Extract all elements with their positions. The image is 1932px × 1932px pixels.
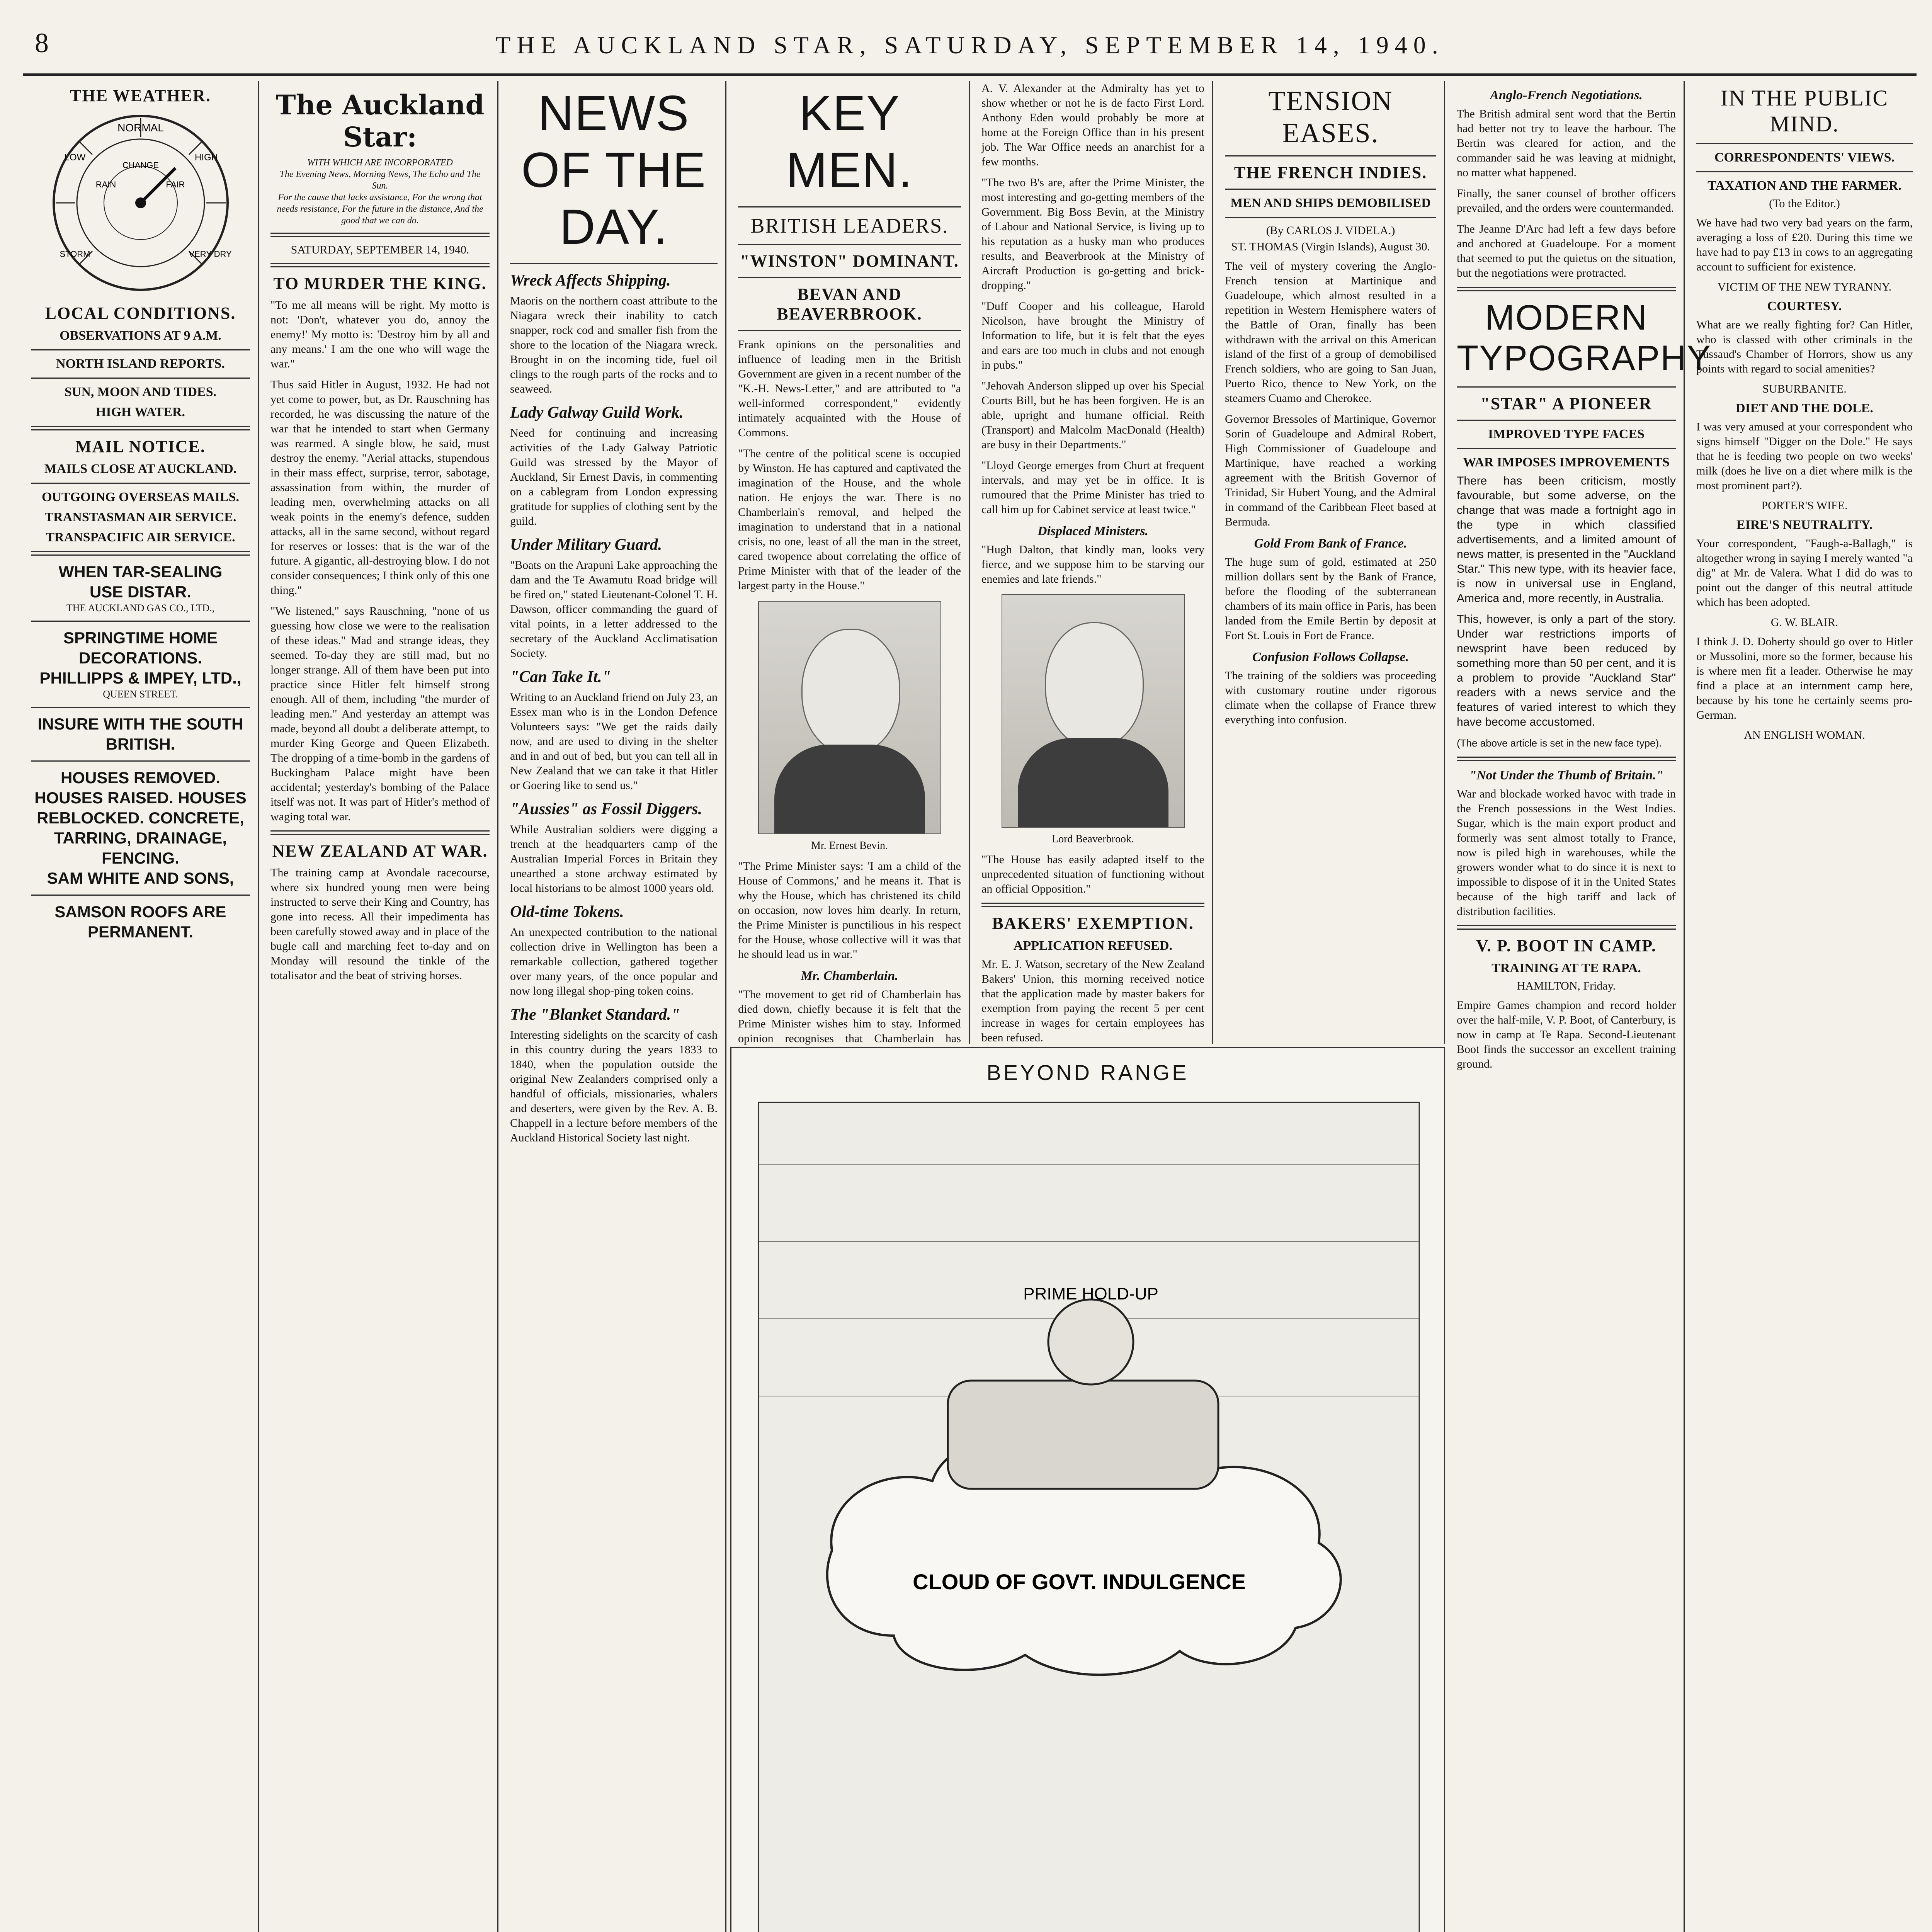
insure-heading: INSURE WITH THE SOUTH BRITISH. [37,715,243,753]
springtime-heading: SPRINGTIME HOME DECORATIONS. [63,629,218,667]
anglo-french-paragraph: The British admiral sent word that the Bertin had better not try to leave the harbour. The Bertin was cleared for action, and the commander said he was leaving at midnight, no matter what happened. [1457,107,1676,179]
key-men-column [730,81,970,1044]
divider [31,378,250,379]
news-item-text: Need for continuing and increasing activities of the Lady Galway Patriotic Guild was stressed by the Mayor of Auckland, Sir Ernest Davis, in commenting on a cablegram from London expressing gratitude for supplies of clothing sent by the guild. [510,427,718,527]
news-item-text: Interesting sidelights on the scarcity of cash in this country during the years 1833 to 1840, when the population outside the original New Zealanders comprised only a handful of officials, missionaries, whalers and deserters, were given by the Rev. A. B. Chappell in a lecture before members of the Auckland Historical Society last night. [510,1029,718,1144]
news-item-title: "Can Take It." [510,668,611,686]
news-item-title: "Aussies" as Fossil Diggers. [510,800,702,818]
weather-column [23,81,259,1932]
bevin-portrait [758,601,941,834]
news-item [510,403,718,529]
star-with-which: WITH WHICH ARE INCORPORATED [307,158,453,168]
tension-subheading: MEN AND SHIPS DEMOBILISED [1230,196,1431,210]
letters-column [1689,81,1920,1932]
houses-ad [31,768,250,888]
high-water-heading: HIGH WATER. [95,405,185,419]
anglo-french-paragraph: Finally, the saner counsel of brother officers prevailed, and the orders were countermanded. [1457,187,1676,214]
star-motto: For the cause that lacks assistance, For the wrong that needs resistance, For the future in the distance, And the good that we can do. [277,192,483,226]
key-men-paragraph: "The centre of the political scene is occupied by Winston. He has captured and captivated the imagination of the House, and the whole nation. He enjoys the war. There is no Chamberlain's removal, and helped the imagination to understand that in a national crisis, no one, least of all the man in the street, cared twopence about correlating the office of Prime Minister with that of the leader of the largest party in the House." [738,447,961,592]
tar-sealing-heading: WHEN TAR-SEALING [58,563,223,581]
sun-moon-heading: SUN, MOON AND TIDES. [64,385,217,399]
public-mind-heading: IN THE PUBLIC MIND. [1720,85,1889,136]
news-item-text: Maoris on the northern coast attribute to the Niagara wreck their inability to catch snapper, rock cod and smaller fish from the shore to the location of the Niagara wreck. Brought in on the incoming tide, fuel oil clings to the rough parts of the rocks and to seaweed. [510,294,718,395]
gauge-label-low: LOW [64,152,85,163]
bakers-subheading: APPLICATION REFUSED. [1013,939,1173,953]
letter-paragraph: I was very amused at your correspondent who signs himself "Digger on the Dole." He says that he is feeding two people on two weeks' milk (does he live on a diet where milk is the most prominent part?). [1696,420,1913,492]
divider [510,263,718,264]
use-distar-heading: USE DISTAR. [90,583,191,601]
divider [738,330,961,331]
news-column [502,81,726,1932]
tension-subheading: THE FRENCH INDIES. [1234,163,1427,182]
continuation-paragraph: "Hugh Dalton, that kindly man, looks very fierce, and we suppose him to be starving our enemies and late friends." [981,543,1204,585]
boot-dateline: HAMILTON, Friday. [1517,980,1616,992]
to-editor: (To the Editor.) [1769,197,1840,210]
tar-sealing-ad [31,562,250,614]
key-men-paragraph: "The Prime Minister says: 'I am a child of the House of Commons,' and he means it. That is why the House, which has christened its child on occasion, now loves him dearly. In return, the Prime Minister is punctilious in his respect for the House, whose collective will it was that he should lead us in war." [738,860,961,961]
modern-subheading: "STAR" A PIONEER [1480,394,1652,413]
samson-heading: SAMSON ROOFS ARE PERMANENT. [54,903,226,941]
north-island-heading: NORTH ISLAND REPORTS. [56,357,225,371]
public-mind-subheading: CORRESPONDENTS' VIEWS. [1714,150,1895,165]
news-item [510,668,718,793]
key-men-heading: KEY MEN. [786,86,913,198]
divider [270,263,490,267]
tension-heading: TENSION EASES. [1268,85,1393,148]
barometer-gauge [31,110,250,296]
key-men-paragraph: Frank opinions on the personalities and influence of leading men in the British Government are given in a recent number of the "K.-H. News-Letter," and are attributed to "a well-informed correspondent," evidently intimately acquainted with the House of Commons. [738,338,961,439]
star-incorporated: The Evening News, Morning News, The Echo and The Sun. [279,169,481,191]
gas-co-name: THE AUCKLAND GAS CO., LTD., [66,602,215,614]
continuation-paragraph: A. V. Alexander at the Admiralty has yet to show whether or not he is de facto First Lord. Anthony Eden would probably be more at home at the Foreign Office than in his present job. The War Office needs an anarchist for a few months. [981,82,1204,168]
overseas-mails-heading: OUTGOING OVERSEAS MAILS. [41,490,240,504]
divider [1696,143,1913,144]
news-item-title: Lady Galway Guild Work. [510,404,684,422]
divider [1457,757,1676,761]
news-item [510,800,718,896]
divider [1696,171,1913,172]
displaced-subheading: Displaced Ministers. [1037,524,1149,538]
divider [31,760,250,762]
continuation-paragraph: "The House has easily adapted itself to the unprecedented situation of functioning without an official Opposition." [981,853,1204,895]
news-item-title: Under Military Guard. [510,536,662,554]
phillipps-address: QUEEN STREET. [103,689,178,700]
springtime-ad [31,628,250,701]
cartoon-title: BEYOND RANGE [986,1060,1189,1085]
tension-byline: (By CARLOS J. VIDELA.) [1266,224,1395,237]
tension-paragraph: Governor Bressoles of Martinique, Governor Sorin of Guadeloupe and Admiral Robert, High Commissioner of Guadeloupe and Martinique, have reached a working agreement with the British Governor of Trinidad, Sir Hubert Young, and the Admiral in command of the Caribbean Fleet based at Bermuda. [1225,413,1436,528]
gauge-label-high: HIGH [194,152,218,163]
tension-dateline: ST. THOMAS (Virgin Islands), August 30. [1231,240,1430,253]
transtasman-heading: TRANSTASMAN AIR SERVICE. [44,510,236,524]
editorial-paragraph: Thus said Hitler in August, 1932. He had not yet come to power, but, as Dr. Rauschning has recorded, he was discussing the nature of the war that he intended to start when Germany was rearmed. A single blow, he said, must destroy the enemy. "Aerial attacks, stupendous in their mass effect, surprise, terror, sabotage, assassination from within, the murder of leading men, overwhelming attacks on all weak points in the enemy's defence, sudden attacks, all in the same second, without regard for reserves or losses: that is the war of the future. A gigantic, all-destroying blow. I do not consider consequences; I think only of this one thing." [270,378,490,597]
local-conditions-heading: LOCAL CONDITIONS. [45,304,236,323]
news-item [510,271,718,396]
editorial-column [263,81,498,1932]
thumb-paragraph: War and blockade worked havoc with trade in the French possessions in the West Indies. Sugar, which is the main export product and formerly was sent almost totally to France, now is piled high in warehouses, while the growers wonder what to do since it is next to impossible to dispose of it in the United States because of the high tariff and lack of distribution facilities. [1457,787,1676,918]
war-heading: NEW ZEALAND AT WAR. [272,842,488,861]
continuation-paragraph: "Jehovah Anderson slipped up over his Special Courts Bill, but he has been forgiven. He is an able, upright and humane official. Reith (Transport) and Malcolm MacDonald (Health) are busy in their Departments." [981,379,1204,451]
divider [1225,155,1436,156]
news-item-text: Writing to an Auckland friend on July 23, an Essex man who is in the London Defence Volunteers says: "We get the raids daily now, and are used to diving in the shelter and in and out of bed, but you can tell all in New Zealand that we can take it that Hitler or Goering like to send us." [510,691,718,792]
transpacific-heading: TRANSPACIFIC AIR SERVICE. [46,530,235,544]
gauge-label-normal: NORMAL [117,122,164,134]
thumb-heading: "Not Under the Thumb of Britain." [1469,768,1663,782]
gauge-label-rain: RAIN [95,180,116,189]
divider [31,426,250,430]
continuation-paragraph: "Duff Cooper and his colleague, Harold Nicolson, have brought the Ministry of Information to life, but it is felt that the eyes and ears are too much in clubs and not enough in pubs." [981,300,1204,371]
courtesy-heading: COURTESY. [1767,299,1842,313]
divider [738,206,961,207]
news-item-title: Old-time Tokens. [510,903,624,921]
continuation-paragraph: "The two B's are, after the Prime Minister, the most interesting and go-getting members of the Government. Big Boss Bevin, at the Ministry of Labour and National Service, is living up to his reputation as a husky man who produces results, and Beaverbrook at the Ministry of Aircraft Production is go-getting and brick-dropping." [981,176,1204,292]
continuation-column [974,81,1213,1044]
divider [31,551,250,556]
letter-paragraph: What are we really fighting for? Can Hitler, who is classed with other criminals in the Tussaud's Chamber of Horrors, show us any points with regard to social amenities? [1696,318,1913,375]
divider [31,707,250,708]
gauge-label-storm: STORM [59,249,90,259]
samson-ad [31,902,250,942]
bakers-paragraph: Mr. E. J. Watson, secretary of the New Zealand Bakers' Union, this morning received notice that the application made by master bakers for exemption from paying the recent 5 per cent increase in wages for certain employees has been refused. [981,958,1204,1044]
page-number: 8 [35,27,49,58]
war-paragraph: The training camp at Avondale racecourse, where six hundred young men were being instructed to serve their King and Country, has gone into recess. All their impedimenta has been carefully stowed away and in place of the bugle call and marching feet to-day and on Monday will resound the tinkle of the totalisator and the beat of striving horses. [270,866,490,982]
bakers-heading: BAKERS' EXEMPTION. [992,914,1194,933]
gauge-label-fair: FAIR [166,180,185,189]
mail-notice-heading: MAIL NOTICE. [75,437,206,456]
diet-heading: DIET AND THE DOLE. [1736,401,1873,415]
beaverbrook-portrait [1002,594,1185,828]
anglo-french-heading: Anglo-French Negotiations. [1490,88,1643,102]
divider [981,903,1204,907]
news-item-text: An unexpected contribution to the national collection drive in Wellington has been a remarkable collection, gathered together over many years, of the once popular and now long illegal shop-ping token coins. [510,926,718,997]
insurance-ad [31,714,250,754]
sam-white-name: SAM WHITE AND SONS, [47,869,234,887]
masthead-title: THE AUCKLAND STAR, SATURDAY, SEPTEMBER 14, 1940. [495,31,1444,59]
key-men-subheading: BRITISH LEADERS. [750,214,949,237]
gauge-label-very-dry: VERY DRY [188,249,232,259]
modern-subheading: WAR IMPOSES IMPROVEMENTS [1463,455,1670,469]
gold-subheading: Gold From Bank of France. [1254,536,1407,551]
news-item [510,536,718,661]
tension-column [1217,81,1445,1044]
mails-close-heading: MAILS CLOSE AT AUCKLAND. [44,462,237,476]
divider [1225,189,1436,190]
letter-paragraph: I think J. D. Doherty should go over to Hitler or Mussolini, more so the former, because his is where men fit a leader. Otherwise he may find a place at an internment camp here, because by his tone he certainly seems pro-German. [1696,635,1913,721]
editorial-heading: TO MURDER THE KING. [273,274,487,293]
confusion-subheading: Confusion Follows Collapse. [1252,650,1409,664]
divider [1457,287,1676,291]
divider [738,244,961,245]
divider [270,233,490,237]
gauge-label-change: CHANGE [122,160,159,170]
bevin-caption: Mr. Ernest Bevin. [811,840,888,852]
cartoon-illustration [731,1048,1446,1932]
divider [1225,217,1436,218]
letter-signature: SUBURBANITE. [1762,383,1847,395]
news-item [510,903,718,998]
divider [1457,448,1676,449]
anglo-french-column [1449,81,1712,1932]
news-item-text: "Boats on the Arapuni Lake approaching the dam and the Te Awamutu Road bridge will be fired on," stated Lieutenant-Colonel T. H. Dawson, officer commanding the guard of vital points, in a letter addressed to the secretary of the Auckland Acclimatisation Society. [510,559,718,660]
divider [31,621,250,622]
tension-paragraph: The huge sum of gold, estimated at 250 million dollars sent by the Bank of France, before the flooding of the subterranean chambers of its main office in Paris, has been landed from the Emile Bertin by deposit at Fort St. Louis in Fort de France. [1225,556,1436,642]
weather-heading: THE WEATHER. [70,86,211,105]
letter-signature: G. W. BLAIR. [1770,616,1838,629]
star-nameplate: The Auckland Star: [276,89,485,153]
news-item-title: The "Blanket Standard." [510,1006,680,1024]
divider [1457,420,1676,421]
letter-paragraph: Your correspondent, "Faugh-a-Ballagh," is altogether wrong in saying I merely wanted "a dig" at Mr. de Valera. What I did do was to point out the danger of this neutral attitude which has been adopted. [1696,537,1913,609]
divider [31,895,250,896]
modern-typography-heading: MODERN TYPOGRAPHY [1457,298,1712,378]
cartoon-cloud-label: CLOUD OF GOVT. INDULGENCE [913,1570,1246,1594]
observations-heading: OBSERVATIONS AT 9 A.M. [60,328,221,343]
modern-paragraph: This, however, is only a part of the story. Under war restrictions imports of newsprint have been reduced by something more than 50 per cent, and it is a problem to provide "Auckland Star" readers with a news service and the features of varied interest to which they have become accustomed. [1457,613,1676,728]
key-men-paragraph: "The movement to get rid of Chamberlain has died down, chiefly because it is felt that the Prime Minister wishes him to stay. Informed opinion recognises that Chamberlain has [738,988,961,1045]
chamberlain-subheading: Mr. Chamberlain. [801,969,898,983]
masthead [23,15,1917,76]
editorial-quote: "To me all means will be right. My motto is not: 'Don't, whatever you do, annoy the enemy!' My motto is: 'Destroy him by all and any means.' I am the one who will wage the war." [270,299,490,370]
houses-heading: HOUSES REMOVED. HOUSES RAISED. HOUSES REBLOCKED. CONCRETE, TARRING, DRAINAGE, FENCING. [34,769,247,867]
modern-subheading: IMPROVED TYPE FACES [1488,427,1645,441]
modern-paragraph: There has been criticism, mostly favourable, but some adverse, on the change that was made a fortnight ago in the type in which classified advertisements, and a limited amount of news matter, is presented in the "Auckland Star." This new type, with its heavier face, is now in universal use in England, America and, more recently, in Australia. [1457,474,1676,605]
modern-note: (The above article is set in the new face type). [1457,737,1662,749]
tension-paragraph: The training of the soldiers was proceeding with customary routine under rigorous climate when the collapse of France threw everything into confusion. [1225,669,1436,726]
phillipps-name: PHILLIPPS & IMPEY, LTD., [39,669,242,687]
editorial-paragraph: "We listened," says Rauschning, "none of us guessing how close we were to the realisation of these ideas." Mad and strange ideas, they seemed. To-day they are still mad, but no longer strange. All of them have been put into practice since Hitler felt himself strong enough. All of them, including "the murder of leading men." And yesterday an attempt was made, beyond all doubt a deliberate attempt, to murder King George and Queen Elizabeth. The dropping of a time-bomb in the gardens of Buckingham Palace might have been accidental; yesterday's bombing of the Palace itself was not. It was part of Hitler's method of waging total war. [270,605,490,823]
divider [31,349,250,350]
divider [738,277,961,278]
news-heading: NEWS OF THE DAY. [521,86,706,255]
boot-paragraph: Empire Games champion and record holder over the half-mile, V. P. Boot, of Canterbury, is now in camp at Te Rapa. Second-Lieutenant Boot finds the successor an excellent training ground. [1457,999,1676,1070]
eire-heading: EIRE'S NEUTRALITY. [1736,518,1873,532]
beaverbrook-caption: Lord Beaverbrook. [1051,833,1134,845]
cartoon [730,1047,1445,1932]
key-men-subheading: BEVAN AND BEAVERBROOK. [777,285,922,323]
letter-paragraph: We have had two very bad years on the farm, averaging a loss of £20. During this time we have had to pay £13 in cows to an aggregating account to sufficient for existence. [1696,216,1913,273]
continuation-paragraph: "Lloyd George emerges from Churt at frequent intervals, and may yet be in office. It is rumoured that the Prime Minister has tried to call him up for Cabinet service at least twice." [981,459,1204,516]
anglo-french-paragraph: The Jeanne D'Arc had left a few days before and anchored at Guadeloupe. For a moment that seemed to put the quietus on the situation, but the negotiations were protracted. [1457,223,1676,279]
news-item-text: While Australian soldiers were digging a trench at the headquarters camp of the Australian Imperial Forces in Britain they unearthed a stone archway estimated by local historians to be almost 1000 years old. [510,823,718,895]
divider [1457,925,1676,930]
letter-signature: PORTER'S WIFE. [1761,499,1848,512]
barometer-icon [48,110,233,296]
key-men-subheading: "WINSTON" DOMINANT. [740,252,959,270]
news-item-title: Wreck Affects Shipping. [510,272,671,289]
boot-heading: V. P. BOOT IN CAMP. [1476,936,1657,955]
tension-paragraph: The veil of mystery covering the Anglo-French tension at Martinique and Guadeloupe, which almost resulted in a repetition in Western Hemisphere waters of the Battle of Oran, finally has been withdrawn with the arrival on this American island of the first of a group of demobilised French soldiers, who are going to San Juan, Puerto Rico, thence to New York, on the steamers Cuamo and Cherokee. [1225,260,1436,405]
divider [270,830,490,835]
divider [1457,386,1676,388]
boot-subheading: TRAINING AT TE RAPA. [1492,961,1641,975]
taxation-heading: TAXATION AND THE FARMER. [1708,179,1901,193]
divider [31,483,250,484]
news-item [510,1005,718,1145]
letter-signature: VICTIM OF THE NEW TYRANNY. [1717,281,1892,293]
letter-signature: AN ENGLISH WOMAN. [1744,729,1865,742]
cartoon-figure-label: PRIME HOLD-UP [1023,1284,1158,1303]
editorial-date: SATURDAY, SEPTEMBER 14, 1940. [291,243,469,256]
